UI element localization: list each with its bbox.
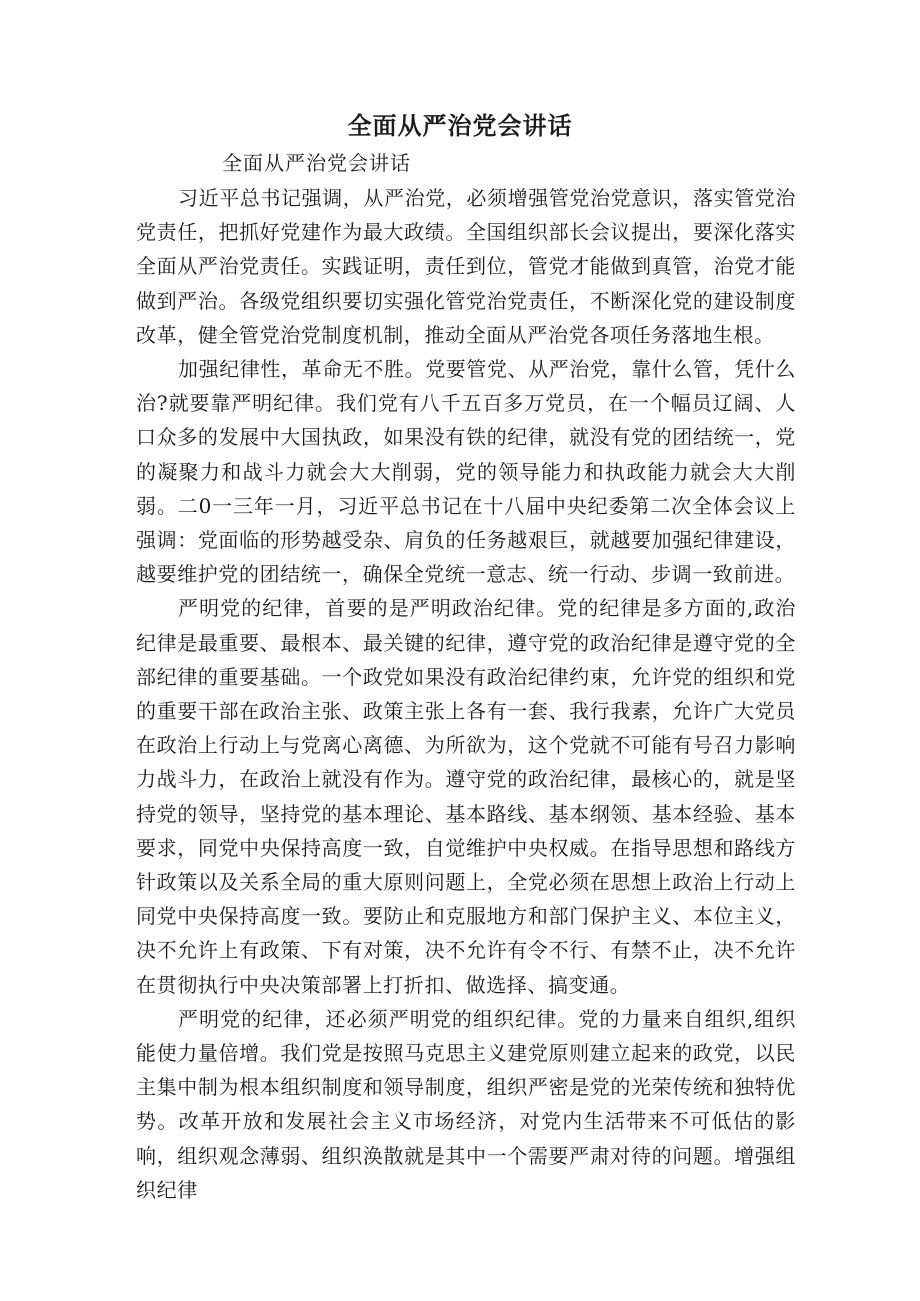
document-title: 全面从严治党会讲话 [347,112,573,140]
paragraph-4: 严明党的纪律，还必须严明党的组织纪律。党的力量来自组织,组织能使力量倍增。我们党是按照马克思主义建党原则建立起来的政党，以民主集中制为根本组织制度和领导制度，组织严密是党的光荣传统和独特优势。改革开放和发展社会主义市场经济，对党内生活带来不可低估的影响，组织观念薄弱、组织涣散就是其中一个需要严肃对待的问题。增强组织纪律 [136,1006,796,1202]
paragraph-2: 加强纪律性，革命无不胜。党要管党、从严治党，靠什么管，凭什么治?就要靠严明纪律。我们党有八千五百多万党员，在一个幅员辽阔、人口众多的发展中大国执政，如果没有铁的纪律，就没有党的团结统一，党的凝聚力和战斗力就会大大削弱，党的领导能力和执政能力就会大大削弱。二0一三年一月，习近平总书记在十八届中央纪委第二次全体会议上强调：党面临的形势越受杂、肩负的任务越艰巨，就越要加强纪律建设，越要维护党的团结统一，确保全党统一意志、统一行动、步调一致前进。 [136,357,796,587]
document-body [136,181,796,1207]
paragraph-3: 严明党的纪律，首要的是严明政治纪律。党的纪律是多方面的,政治纪律是最重要、最根本、最关键的纪律，遵守党的政治纪律是遵守党的全部纪律的重要基础。一个政党如果没有政治纪律约束，允许党的组织和党的重要干部在政治主张、政策主张上各有一套、我行我素，允许广大党员在政治上行动上与党离心离德、为所欲为，这个党就不可能有号召力影响力战斗力，在政治上就没有作为。遵守党的政治纪律，最核心的，就是坚持党的领导，坚持党的基本理论、基本路线、基本纲领、基本经验、基本要求，同党中央保持高度一致，自觉维护中央权威。在指导思想和路线方针政策以及关系全局的重大原则问题上，全党必须在思想上政治上行动上同党中央保持高度一致。要防止和克服地方和部门保护主义、本位主义，决不允许上有政策、下有对策，决不允许有令不行、有禁不止，决不允许在贯彻执行中央决策部署上打折扣、做选择、搞变通。 [136,596,796,997]
paragraph-1: 习近平总书记强调，从严治党，必须增强管党治党意识，落实管党治党责任，把抓好党建作为最大政绩。全国组织部长会议提出，要深化落实全面从严治党责任。实践证明，责任到位，管党才能做到真管，治党才能做到严治。各级党组织要切实强化管党治党责任，不断深化党的建设制度改革，健全管党治党制度机制，推动全面从严治党各项任务落地生根。 [136,186,796,347]
document-subtitle: 全面从严治党会讲话 [222,151,411,175]
